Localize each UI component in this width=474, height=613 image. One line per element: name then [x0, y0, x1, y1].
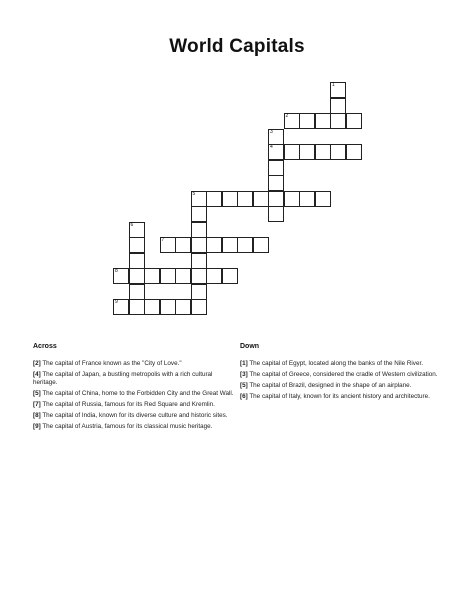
- grid-cell[interactable]: [113, 299, 129, 315]
- grid-cell[interactable]: [268, 175, 284, 191]
- clue-item: [240, 393, 445, 401]
- grid-cell[interactable]: [129, 268, 145, 284]
- grid-cell[interactable]: [160, 299, 176, 315]
- clue-number: [8]: [33, 412, 41, 419]
- grid-cell[interactable]: [175, 299, 191, 315]
- cell-number: 7: [161, 237, 165, 243]
- clue-text: The capital of Japan, a bustling metropolis with a rich cultural heritage.: [33, 371, 213, 386]
- grid-cell[interactable]: [129, 284, 145, 300]
- grid-cell[interactable]: [299, 144, 315, 160]
- clue-number: [6]: [240, 393, 248, 400]
- grid-cell[interactable]: [315, 191, 331, 207]
- cell-number: 3: [270, 128, 273, 135]
- clue-number: [5]: [240, 382, 248, 389]
- cell-number: 1: [332, 82, 335, 88]
- grid-cell[interactable]: [315, 144, 331, 160]
- grid-cell[interactable]: [268, 160, 284, 176]
- grid-cell[interactable]: [237, 191, 253, 207]
- grid-cell[interactable]: [191, 253, 207, 269]
- clue-number: [3]: [240, 371, 248, 378]
- across-clue-list: [33, 360, 238, 431]
- grid-cell[interactable]: [330, 98, 346, 114]
- grid-cell[interactable]: [237, 237, 253, 253]
- grid-cell[interactable]: [222, 268, 238, 284]
- grid-cell[interactable]: [222, 191, 238, 207]
- grid-cell[interactable]: [191, 206, 207, 222]
- clue-number: [5]: [33, 390, 41, 397]
- clue-item: [33, 390, 238, 398]
- grid-cell[interactable]: [206, 191, 222, 207]
- grid-cell[interactable]: [191, 299, 207, 315]
- clue-text: The capital of Italy, known for its ancient history and architecture.: [247, 393, 430, 400]
- clue-item: [33, 412, 238, 420]
- grid-cell[interactable]: [191, 268, 207, 284]
- grid-cell[interactable]: [175, 268, 191, 284]
- grid-cell[interactable]: [299, 191, 315, 207]
- clue-item: [33, 371, 238, 387]
- puzzle-title: World Capitals: [169, 36, 305, 57]
- clue-number: [4]: [33, 371, 41, 378]
- grid-cell[interactable]: [268, 206, 284, 222]
- grid-cell[interactable]: [268, 129, 284, 145]
- grid-cell[interactable]: [129, 253, 145, 269]
- grid-cell[interactable]: [206, 268, 222, 284]
- clue-item: [240, 360, 445, 368]
- grid-cell[interactable]: [113, 268, 129, 284]
- grid-cell[interactable]: [315, 113, 331, 129]
- grid-cell[interactable]: [268, 144, 284, 160]
- grid-cell[interactable]: [144, 299, 160, 315]
- down-clues-column: [240, 343, 445, 404]
- clue-item: [33, 401, 238, 409]
- grid-cell[interactable]: [191, 237, 207, 253]
- cell-number: 2: [285, 113, 289, 119]
- down-clue-list: [240, 360, 445, 401]
- clue-item: [240, 371, 445, 379]
- clue-item: [240, 382, 445, 390]
- cell-number: 6: [130, 221, 134, 228]
- across-heading: Across: [33, 343, 57, 350]
- grid-cell[interactable]: [129, 222, 145, 238]
- clue-number: [7]: [33, 401, 41, 408]
- grid-cell[interactable]: [160, 237, 176, 253]
- clue-item: [33, 360, 238, 368]
- grid-cell[interactable]: [330, 144, 346, 160]
- clue-number: [9]: [33, 423, 41, 430]
- clue-text: The capital of Russia, famous for its Red Square and Kremlin.: [40, 401, 215, 408]
- grid-cell[interactable]: [191, 222, 207, 238]
- grid-cell[interactable]: [268, 191, 284, 207]
- cell-number: 4: [270, 144, 273, 150]
- grid-cell[interactable]: [206, 237, 222, 253]
- grid-cell[interactable]: [175, 237, 191, 253]
- grid-cell[interactable]: [191, 191, 207, 207]
- grid-cell[interactable]: [346, 144, 362, 160]
- grid-cell[interactable]: [253, 237, 269, 253]
- clue-text: The capital of India, known for its diverse culture and historic sites.: [40, 412, 228, 419]
- grid-cell[interactable]: [129, 237, 145, 253]
- grid-cell[interactable]: [299, 113, 315, 129]
- grid-cell[interactable]: [330, 82, 346, 98]
- down-heading: Down: [240, 343, 260, 350]
- clue-text: The capital of Greece, considered the cradle of Western civilization.: [247, 371, 438, 378]
- clue-text: The capital of Egypt, located along the banks of the Nile River.: [247, 360, 423, 367]
- grid-cell[interactable]: [284, 191, 300, 207]
- clue-text: The capital of France known as the "City of Love.": [40, 360, 182, 367]
- cell-number: 5: [192, 190, 196, 197]
- grid-cell[interactable]: [222, 237, 238, 253]
- grid-cell[interactable]: [160, 268, 176, 284]
- grid-cell[interactable]: [330, 113, 346, 129]
- grid-cell[interactable]: [191, 284, 207, 300]
- clue-item: [33, 423, 238, 431]
- clue-number: [2]: [33, 360, 41, 367]
- grid-cell[interactable]: [346, 113, 362, 129]
- grid-cell[interactable]: [253, 191, 269, 207]
- clue-text: The capital of Brazil, designed in the shape of an airplane.: [247, 382, 412, 389]
- cell-number: 8: [115, 268, 118, 274]
- grid-cell[interactable]: [129, 299, 145, 315]
- clue-number: [1]: [240, 360, 248, 367]
- clue-text: The capital of Austria, famous for its classical music heritage.: [40, 423, 213, 430]
- clue-text: The capital of China, home to the Forbidden City and the Great Wall.: [40, 390, 234, 397]
- across-clues-column: [33, 343, 238, 434]
- grid-cell[interactable]: [284, 113, 300, 129]
- cell-number: 9: [115, 299, 118, 305]
- grid-cell[interactable]: [144, 268, 160, 284]
- grid-cell[interactable]: [284, 144, 300, 160]
